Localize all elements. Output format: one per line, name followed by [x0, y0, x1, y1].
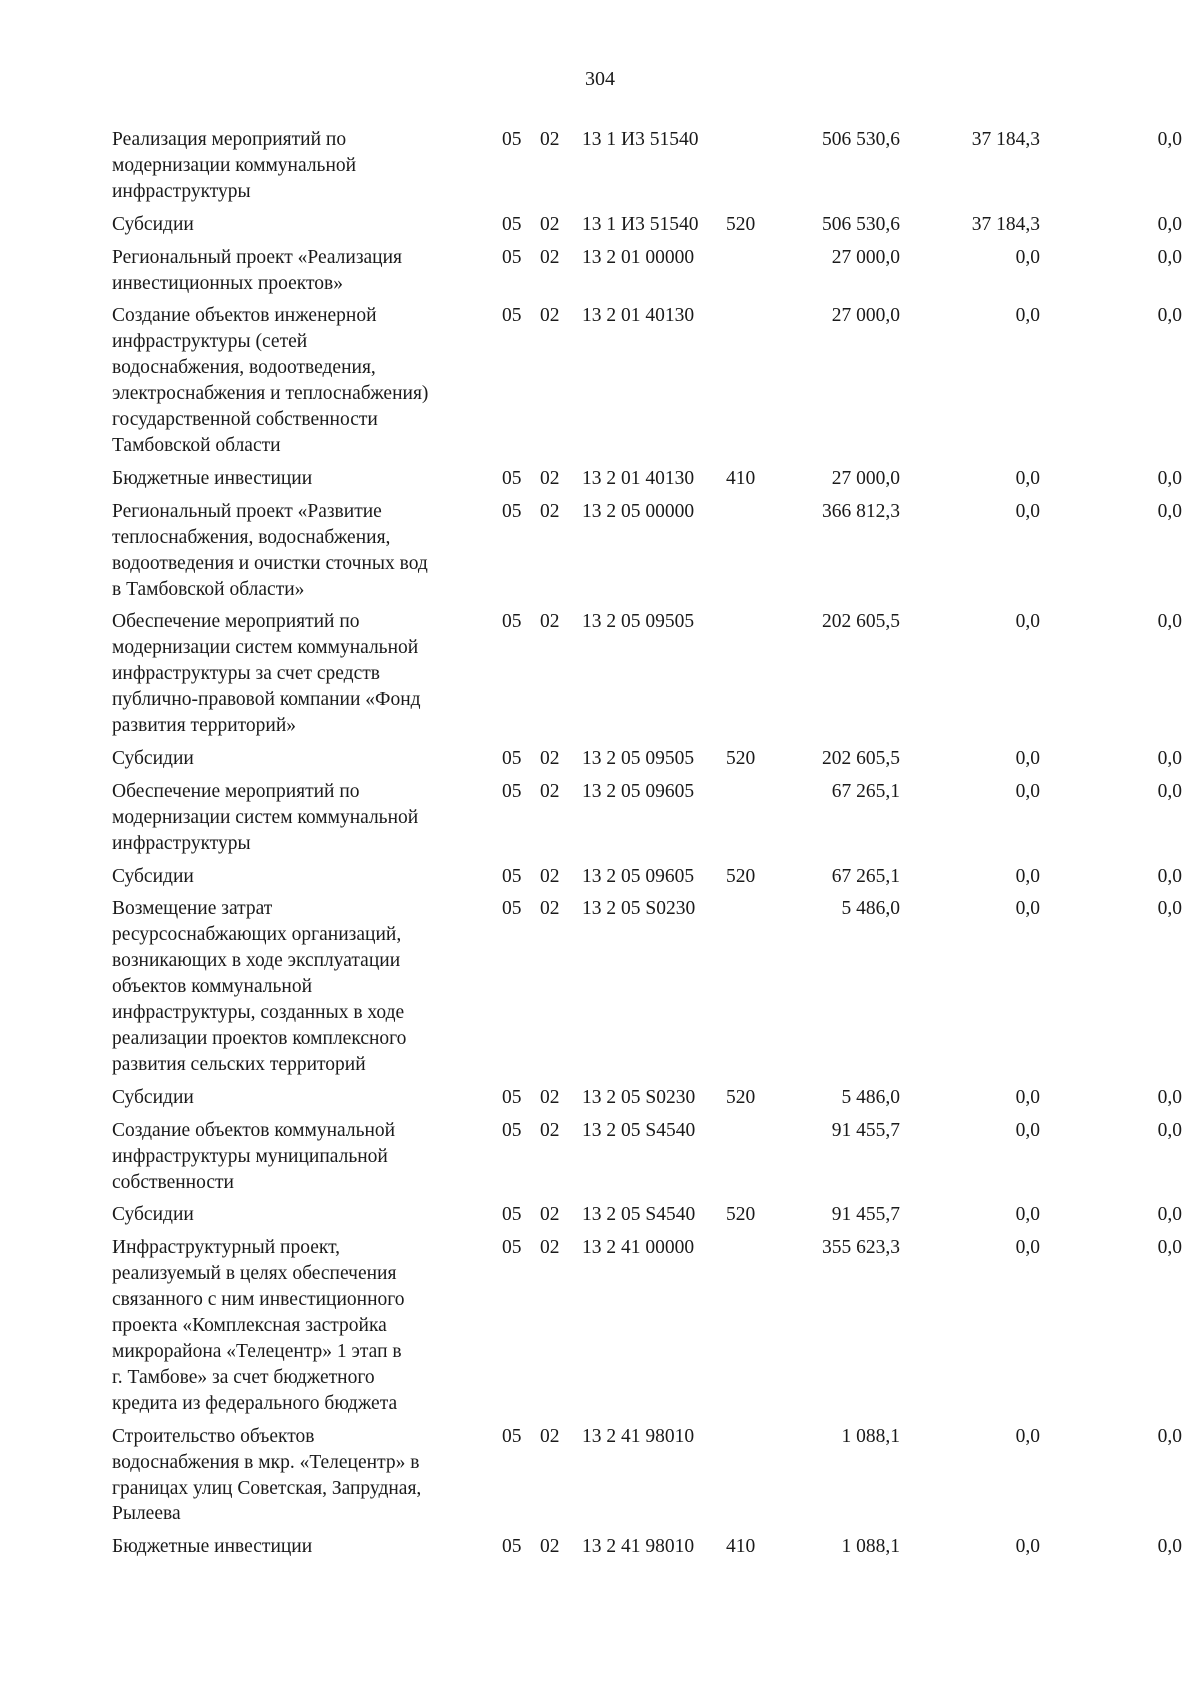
row-amount-3: 0,0 — [1157, 1536, 1182, 1558]
row-amount-1: 27 000,0 — [831, 467, 900, 489]
row-subsection-code: 02 — [540, 747, 560, 769]
table-row — [112, 746, 1182, 772]
row-subsection-code: 02 — [540, 780, 560, 802]
row-amount-1: 5 486,0 — [841, 1086, 900, 1108]
row-amount-1: 27 000,0 — [831, 305, 900, 327]
row-name: Субсидии — [112, 1086, 194, 1108]
row-expense-type — [720, 896, 782, 1077]
table-row — [112, 127, 1182, 205]
row-expense-type — [720, 609, 782, 739]
row-section-code: 05 — [502, 467, 522, 489]
row-name: Создание объектов инженерной инфраструктуры (сетей водоснабжения, водоотведения, электроснабжения и теплоснабжения) государственной собственности Тамбовской области — [112, 305, 429, 456]
row-section-code: 05 — [502, 213, 522, 235]
row-section-code: 05 — [502, 1237, 522, 1259]
row-target-code: 13 2 05 09605 — [582, 780, 695, 802]
row-amount-1: 27 000,0 — [831, 246, 900, 268]
row-target-code: 13 1 И3 51540 — [582, 213, 699, 235]
row-amount-3: 0,0 — [1157, 129, 1182, 150]
row-amount-2: 0,0 — [1015, 1237, 1040, 1259]
row-section-code: 05 — [502, 246, 522, 268]
row-expense-type: 410 — [726, 467, 756, 489]
row-section-code: 05 — [502, 500, 522, 522]
row-name: Инфраструктурный проект, реализуемый в целях обеспечения связанного с ним инвестиционного проекта «Комплексная застройка микрорайона «Телецентр» 1 этап в г. Тамбове» за счет бюджетного кредита из федерального бюджета — [112, 1237, 405, 1414]
row-subsection-code: 02 — [540, 1204, 560, 1226]
row-target-code: 13 2 05 09505 — [582, 611, 695, 633]
table-row — [112, 1118, 1182, 1196]
row-target-code: 13 2 41 98010 — [582, 1425, 695, 1447]
row-section-code: 05 — [502, 1086, 522, 1108]
row-amount-1: 1 088,1 — [841, 1425, 900, 1447]
row-amount-3: 0,0 — [1157, 1204, 1182, 1226]
row-name: Региональный проект «Реализация инвестиционных проектов» — [112, 246, 403, 294]
table-row — [112, 212, 1182, 238]
row-amount-1: 366 812,3 — [822, 500, 900, 522]
row-amount-2: 0,0 — [1015, 467, 1040, 489]
row-amount-2: 37 184,3 — [971, 213, 1040, 235]
row-amount-1: 67 265,1 — [831, 865, 900, 887]
row-expense-type — [720, 499, 782, 603]
row-target-code: 13 1 И3 51540 — [582, 129, 699, 150]
table-row — [112, 245, 1182, 297]
row-amount-3: 0,0 — [1157, 1425, 1182, 1447]
row-expense-type: 520 — [726, 1204, 756, 1226]
row-expense-type: 410 — [726, 1536, 756, 1558]
row-subsection-code: 02 — [540, 467, 560, 489]
row-amount-3: 0,0 — [1157, 500, 1182, 522]
row-name: Возмещение затрат ресурсоснабжающих организаций, возникающих в ходе эксплуатации объектов коммунальной инфраструктуры, созданных в ходе реализации проектов комплексного развития сельских территорий — [112, 898, 407, 1075]
row-expense-type — [720, 779, 782, 857]
row-expense-type — [720, 1424, 782, 1528]
row-name: Создание объектов коммунальной инфраструктуры муниципальной собственности — [112, 1119, 396, 1193]
row-amount-1: 202 605,5 — [822, 611, 900, 633]
table-row — [112, 466, 1182, 492]
row-name: Строительство объектов водоснабжения в мкр. «Телецентр» в границах улиц Советская, Запрудная, Рылеева — [112, 1425, 422, 1525]
row-amount-1: 202 605,5 — [822, 747, 900, 769]
row-amount-2: 0,0 — [1015, 780, 1040, 802]
row-amount-3: 0,0 — [1157, 1237, 1182, 1259]
row-subsection-code: 02 — [540, 898, 560, 920]
row-subsection-code: 02 — [540, 1086, 560, 1108]
row-section-code: 05 — [502, 611, 522, 633]
row-section-code: 05 — [502, 780, 522, 802]
row-amount-2: 0,0 — [1015, 898, 1040, 920]
table-row — [112, 1202, 1182, 1228]
table-row — [112, 499, 1182, 603]
row-amount-2: 0,0 — [1015, 1204, 1040, 1226]
row-amount-1: 5 486,0 — [841, 898, 900, 920]
row-amount-3: 0,0 — [1157, 611, 1182, 633]
row-expense-type: 520 — [726, 1086, 756, 1108]
row-subsection-code: 02 — [540, 305, 560, 327]
row-section-code: 05 — [502, 1204, 522, 1226]
row-name: Обеспечение мероприятий по модернизации систем коммунальной инфраструктуры — [112, 780, 419, 854]
row-subsection-code: 02 — [540, 213, 560, 235]
row-amount-3: 0,0 — [1157, 305, 1182, 327]
row-section-code: 05 — [502, 898, 522, 920]
row-subsection-code: 02 — [540, 611, 560, 633]
row-target-code: 13 2 05 S0230 — [582, 898, 696, 920]
row-subsection-code: 02 — [540, 246, 560, 268]
row-expense-type: 520 — [726, 213, 756, 235]
row-subsection-code: 02 — [540, 1119, 560, 1141]
row-name: Субсидии — [112, 865, 194, 887]
table-row — [112, 1424, 1182, 1528]
row-section-code: 05 — [502, 305, 522, 327]
row-amount-3: 0,0 — [1157, 780, 1182, 802]
row-amount-2: 0,0 — [1015, 611, 1040, 633]
row-amount-3: 0,0 — [1157, 865, 1182, 887]
row-target-code: 13 2 01 00000 — [582, 246, 695, 268]
row-expense-type — [720, 245, 782, 297]
page-number: 304 — [585, 68, 615, 90]
row-expense-type — [720, 1118, 782, 1196]
row-name: Субсидии — [112, 213, 194, 235]
row-amount-2: 0,0 — [1015, 1119, 1040, 1141]
row-target-code: 13 2 05 S0230 — [582, 1086, 696, 1108]
row-target-code: 13 2 05 S4540 — [582, 1204, 696, 1226]
row-name: Обеспечение мероприятий по модернизации систем коммунальной инфраструктуры за счет средств публично-правовой компании «Фонд развития территорий» — [112, 611, 421, 737]
row-target-code: 13 2 01 40130 — [582, 305, 695, 327]
row-target-code: 13 2 05 00000 — [582, 500, 695, 522]
row-name: Субсидии — [112, 747, 194, 769]
row-target-code: 13 2 41 98010 — [582, 1536, 695, 1558]
table-row — [112, 896, 1182, 1077]
row-section-code: 05 — [502, 1119, 522, 1141]
row-amount-1: 91 455,7 — [831, 1119, 900, 1141]
row-expense-type — [720, 1235, 782, 1416]
row-amount-3: 0,0 — [1157, 467, 1182, 489]
table-row — [112, 864, 1182, 890]
row-section-code: 05 — [502, 747, 522, 769]
row-subsection-code: 02 — [540, 1536, 560, 1558]
row-subsection-code: 02 — [540, 500, 560, 522]
row-amount-2: 0,0 — [1015, 246, 1040, 268]
table-row — [112, 303, 1182, 458]
row-expense-type — [720, 127, 782, 205]
row-amount-1: 506 530,6 — [822, 129, 900, 150]
row-subsection-code: 02 — [540, 865, 560, 887]
row-section-code: 05 — [502, 865, 522, 887]
row-amount-2: 0,0 — [1015, 865, 1040, 887]
row-amount-2: 0,0 — [1015, 1536, 1040, 1558]
row-expense-type: 520 — [726, 747, 756, 769]
row-amount-2: 0,0 — [1015, 1086, 1040, 1108]
row-expense-type: 520 — [726, 865, 756, 887]
table-row — [112, 1235, 1182, 1416]
row-name: Субсидии — [112, 1204, 194, 1226]
row-target-code: 13 2 05 S4540 — [582, 1119, 696, 1141]
row-amount-2: 0,0 — [1015, 1425, 1040, 1447]
row-target-code: 13 2 05 09605 — [582, 865, 695, 887]
row-name: Реализация мероприятий по модернизации коммунальной инфраструктуры — [112, 129, 357, 202]
row-subsection-code: 02 — [540, 1425, 560, 1447]
table-row — [112, 1534, 1182, 1560]
row-amount-1: 1 088,1 — [841, 1536, 900, 1558]
table-row — [112, 1085, 1182, 1111]
row-amount-3: 0,0 — [1157, 1119, 1182, 1141]
row-amount-3: 0,0 — [1157, 747, 1182, 769]
row-section-code: 05 — [502, 1425, 522, 1447]
row-expense-type — [720, 303, 782, 458]
row-amount-2: 0,0 — [1015, 305, 1040, 327]
row-target-code: 13 2 41 00000 — [582, 1237, 695, 1259]
budget-table — [112, 127, 1182, 1567]
row-amount-2: 37 184,3 — [971, 129, 1040, 150]
row-amount-3: 0,0 — [1157, 898, 1182, 920]
row-section-code: 05 — [502, 129, 522, 150]
row-amount-3: 0,0 — [1157, 213, 1182, 235]
row-name: Бюджетные инвестиции — [112, 467, 313, 489]
table-row — [112, 609, 1182, 739]
table-row — [112, 779, 1182, 857]
row-subsection-code: 02 — [540, 1237, 560, 1259]
row-subsection-code: 02 — [540, 129, 560, 150]
row-target-code: 13 2 01 40130 — [582, 467, 695, 489]
row-amount-3: 0,0 — [1157, 246, 1182, 268]
row-target-code: 13 2 05 09505 — [582, 747, 695, 769]
row-amount-3: 0,0 — [1157, 1086, 1182, 1108]
row-amount-1: 91 455,7 — [831, 1204, 900, 1226]
row-section-code: 05 — [502, 1536, 522, 1558]
row-name: Региональный проект «Развитие теплоснабжения, водоснабжения, водоотведения и очистки сточных вод в Тамбовской области» — [112, 500, 428, 600]
row-amount-1: 67 265,1 — [831, 780, 900, 802]
row-amount-1: 355 623,3 — [822, 1237, 900, 1259]
row-name: Бюджетные инвестиции — [112, 1536, 313, 1558]
row-amount-2: 0,0 — [1015, 747, 1040, 769]
row-amount-1: 506 530,6 — [822, 213, 900, 235]
row-amount-2: 0,0 — [1015, 500, 1040, 522]
